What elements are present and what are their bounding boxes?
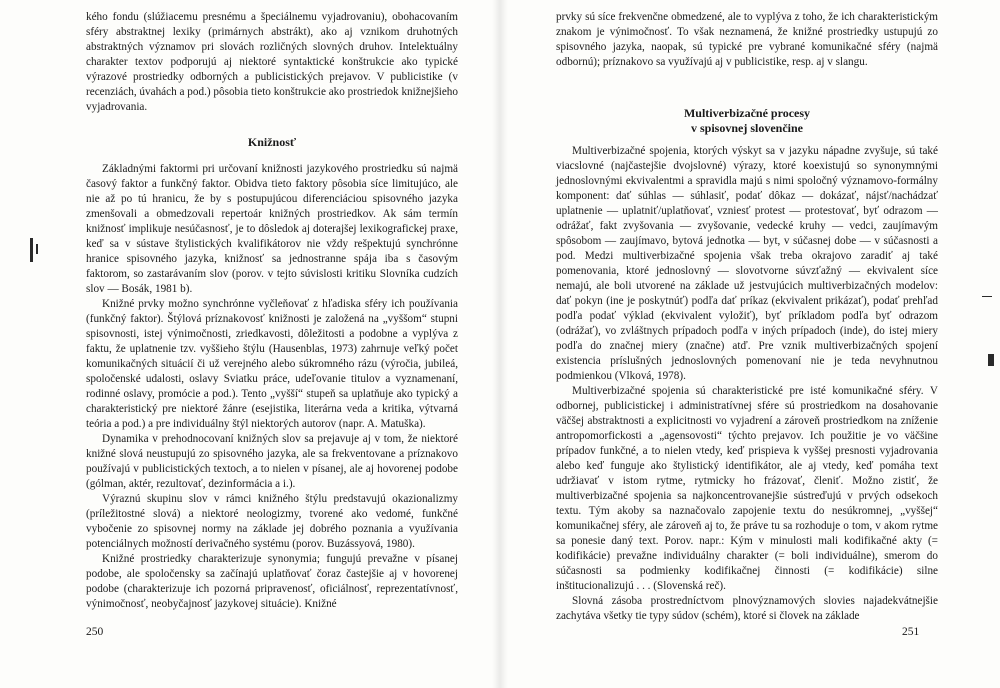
left-paragraph-5: Knižné prostriedky charakterizuje synonymia; fungujú prevažne v písanej podobe, ale spoločensky sa začínajú uplatňovať čoraz častejšie aj v hovorenej podobe (charakterizuje ich pozorná pripravenosť, oficiálnosť, reprezentatívnosť, výnimočnosť, neobyčajnosť jazykovej situácie). Knižné bbox=[86, 553, 458, 610]
right-paragraph-3: Slovná zásoba prostredníctvom plnovýznamových slovies najadekvátnejšie zachytáva všetky tie typy súdov (schém), ktoré si človek na základe bbox=[556, 595, 938, 622]
right-text-column bbox=[556, 10, 938, 624]
left-intro-paragraph: kého fondu (slúžiacemu presnému a špeciálnemu vyjadrovaniu), obohacovaním sféry abstraktnej lexiky (primárnych abstrákt), ako aj vznikom druhotných abstraktných významov pri slovách rozličných slovných druhov. Intelektuálny charakter textov podporujú aj niektoré syntaktické konštrukcie ako typické výrazové prostriedky odborných a publicistických prejavov. V publicistike (v recenziách, úvahách a pod.) pôsobia tieto konštrukcie ako prostriedok knižnejšieho vyjadrovania. bbox=[86, 11, 458, 113]
left-paragraph-3: Dynamika v prehodnocovaní knižných slov sa prejavuje aj v tom, že niektoré knižné slová neustupujú zo spisovného jazyka, ale sa frekventovane a príznakovo používajú v publicistických textoch, a to nielen v písanej, ale aj hovorenej podobe (gólman, aktér, rezultovať, dezinformácia a i.). bbox=[86, 433, 458, 490]
scan-mark-left-2 bbox=[36, 244, 38, 254]
section-heading-kniznost: Knižnosť bbox=[247, 135, 297, 149]
left-paragraph-1: Základnými faktormi pri určovaní knižnosti jazykového prostriedku sú najmä časový faktor a funkčný faktor. Obidva tieto faktory pôsobia síce limitujúco, ale nie až po tú hranicu, že by s postupujúcou diferenciáciou spisovného jazyka zmenšovali a obmedzovali repertoár knižných prostriedkov. Ak sám termín knižnosť implikuje nesúčasnosť, je to dôsledok aj doterajšej lexikografickej praxe, keď sa v sústave štylistických kvalifikátorov nie vždy rešpektujú synchrónne hranice spisovného jazyka, knižnosť sa jednostranne spája iba s časovým faktorom, so zastarávaním slov (porov. v tejto súvislosti kritiku Slovníka cudzích slov — Bosák, 1981 b). bbox=[86, 163, 458, 295]
left-paragraph-2: Knižné prvky možno synchrónne vyčleňovať z hľadiska sféry ich používania (funkčný faktor). Štýlová príznakovosť knižnosti je založená na „vyššom“ stupni spisovnosti, istej výnimočnosti, zriedkavosti, dôležitosti a podobne a vyplýva z faktu, že uplatnenie tzv. vyššieho štýlu (Hausenblas, 1973) zahrnuje veľký počet komunikačných situácií či už verejného alebo súkromného rázu (výročia, jubileá, spoločenské udalosti, oslavy Sviatku práce, udeľovanie titulov a vyznamenaní, rodinné oslavy, promócie a pod.). Tento „vyšší“ stupeň sa uplatňuje ako typický a charakteristický pre niektoré žánre (esejistika, literárna veda a kritika, výtvarná teória a pod.) a pre individuálny štýl niektorých autorov (napr. A. Matuška). bbox=[86, 298, 458, 430]
right-paragraph-1: Multiverbizačné spojenia, ktorých výskyt sa v jazyku nápadne zvyšuje, sú také viacslovné (najčastejšie dvojslovné) výrazy, ktoré koexistujú so synonymnými jednoslovnými ekvivalentmi a spravidla majú s nimi spoločný významovo-formálny komponent: dať súhlas — súhlasiť, podať dôkaz — dokázať, nájsť/nachádzať uplatnenie — uplatniť/uplatňovať, vzniesť protest — protestovať, byť odrazom — odrážať, fakt zvyšovania — zvyšovanie, vedecké kruhy — vedci, zaujímavým spôsobom — zaujímavo, bytová jednotka — byt, v súčasnej dobe — v súčasnosti a pod. Medzi multiverbizačné spojenia však treba okrajovo zaradiť aj také pomenovania, ktoré jednoslovný — slovotvorne súvzťažný — ekvivalent síce nemajú, ale boli utvorené na základe už jestvujúcich multiverbizačných modelov: dať pokyn (ine je poskytnúť) podľa dať príkaz (ekvivalent prikázať), podať prehľad podľa podať výklad (ekvivalent vyložiť), byť príkladom podľa byť odrazom (odrážať), vo zvláštnych prípadoch podľa v iných prípadoch (inde), do istej miery podľa do značnej miery (značne) atď. Pre vznik multiverbizačných spojení existencia príslušných jednoslovných pomenovaní nie je teda nevyhnutnou podmienkou (Vlková, 1978). bbox=[556, 145, 938, 382]
left-paragraph-4: Výraznú skupinu slov v rámci knižného štýlu predstavujú okazionalizmy (príležitostné slová) a niektoré neologizmy, tvorené ako vedomé, funkčné vybočenie zo spisovnej normy na základe jej dobrého poznania a využívania potenciálnych možností derivačného systému (porov. Buzássyová, 1980). bbox=[86, 493, 458, 550]
scan-mark-right-2 bbox=[982, 296, 992, 297]
page-number-right: 251 bbox=[902, 626, 920, 638]
section-heading-multiverbizacne bbox=[556, 106, 938, 136]
section-heading-line-1: Multiverbizačné procesy bbox=[683, 106, 811, 120]
scan-mark-right bbox=[988, 354, 994, 366]
right-paragraph-2: Multiverbizačné spojenia sú charakteristické pre isté komunikačné sféry. V odbornej, publicistickej i administratívnej sfére sú prostriedkom na dosahovanie väčšej abstraktnosti a explicitnosti vo vyjadrení a zároveň prostriedkom na zníženie antropomorfickosti a „agensovosti“ týchto prejavov. Ich použitie je vo väčšine prípadov funkčné, a to nielen vtedy, keď prispieva k vyššej presnosti vyjadrovania alebo keď funguje ako štylistický identifikátor, ale aj vtedy, keď pomáha text udržiavať v istom rytme, rytmicky ho frázovať, členiť. Možno zistiť, že multiverbizačné spojenia sa najkoncentrovanejšie sústreďujú v prvých odsekoch textu. Tým akoby sa naznačovalo zapojenie textu do nesúkromnej, „vyššej“ komunikačnej sféry, ale zároveň aj to, že práve tu sa rozhoduje o tom, v akom rytme sa ponesie daný text. Porov. napr.: Kým v minulosti mali kodifikačné akty (= kodifikácie) prevažne individuálny charakter (= boli individuálne), smerom do súčasnosti sa podmienky kodifikačnej činnosti (= kodifikácie) silne inštitucionalizujú . . . (Slovenská reč). bbox=[556, 385, 938, 592]
left-text-column bbox=[86, 10, 458, 612]
section-heading-line-2: v spisovnej slovenčine bbox=[690, 121, 803, 135]
right-page bbox=[500, 0, 1000, 688]
right-intro-paragraph: prvky sú síce frekvenčne obmedzené, ale to vyplýva z toho, že ich charakteristickým znakom je výnimočnosť. To však neznamená, že knižné prostriedky ustupujú zo spisovného jazyka, naopak, sú typické pre vybrané komunikačné sféry (najmä odbornú); príznakovo sa využívajú aj v publicistike, resp. aj v slangu. bbox=[556, 11, 938, 68]
scan-mark-left bbox=[30, 238, 33, 262]
page-number-left: 250 bbox=[86, 626, 104, 638]
